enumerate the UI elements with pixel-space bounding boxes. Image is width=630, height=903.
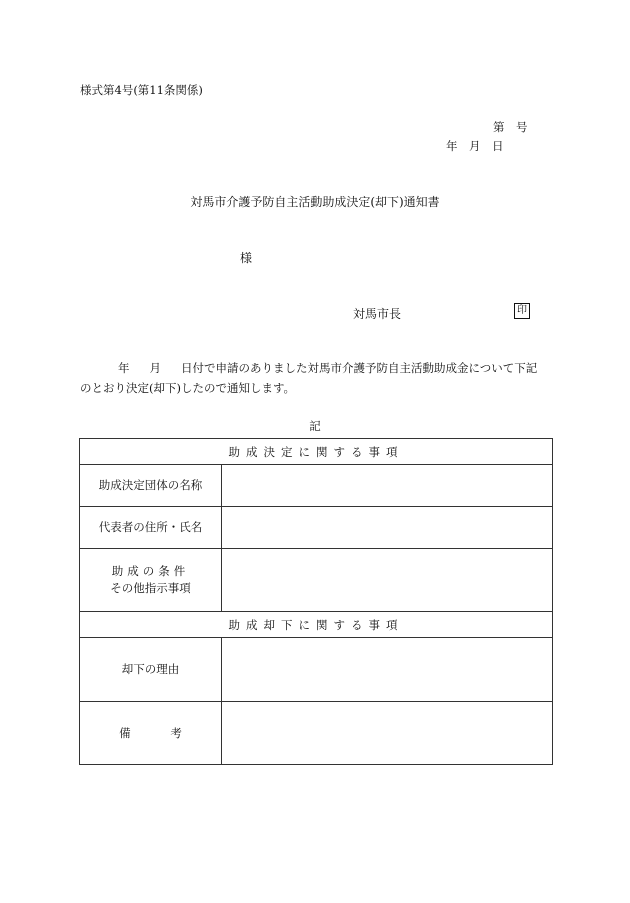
addressee-suffix: 様 xyxy=(240,251,253,265)
label-group-name: 助成決定団体の名称 xyxy=(80,465,222,507)
body-rest: 日付で申請のありました対馬市介護予防自主活動助成金について下記 xyxy=(181,361,538,375)
ki-marker: 記 xyxy=(309,419,321,433)
document-title: 対馬市介護予防自主活動助成決定(却下)通知書 xyxy=(190,195,440,209)
seal-mark: 印 xyxy=(514,303,530,319)
table-row xyxy=(80,549,553,612)
body-text-line2: のとおり決定(却下)したので通知します。 xyxy=(80,381,296,395)
sender-name: 対馬市長 xyxy=(353,307,402,321)
table-row xyxy=(80,465,553,507)
label-remarks: 備 考 xyxy=(80,702,222,765)
body-year: 年 xyxy=(118,361,130,375)
field-conditions[interactable] xyxy=(222,549,553,612)
label-conditions-line1: 助成の条件 xyxy=(111,564,190,578)
document-number: 第 号 xyxy=(493,120,528,134)
field-remarks[interactable] xyxy=(222,702,553,765)
rejection-section-heading-row xyxy=(80,612,553,638)
label-conditions-line2: その他指示事項 xyxy=(110,581,191,595)
issue-date: 年 月 日 xyxy=(446,139,504,153)
label-conditions xyxy=(80,549,222,612)
table-row xyxy=(80,702,553,765)
form-number: 様式第4号(第11条関係) xyxy=(80,83,203,97)
approval-section-heading-row xyxy=(80,439,553,465)
field-representative[interactable] xyxy=(222,507,553,549)
form-table xyxy=(79,438,553,765)
body-text-line1 xyxy=(118,360,537,376)
label-rejection-reason: 却下の理由 xyxy=(80,638,222,702)
field-group-name[interactable] xyxy=(222,465,553,507)
body-month: 月 xyxy=(149,361,161,375)
rejection-section-heading: 助成却下に関する事項 xyxy=(80,612,553,638)
table-row xyxy=(80,507,553,549)
table-row xyxy=(80,638,553,702)
label-representative: 代表者の住所・氏名 xyxy=(80,507,222,549)
field-rejection-reason[interactable] xyxy=(222,638,553,702)
approval-section-heading: 助成決定に関する事項 xyxy=(80,439,553,465)
